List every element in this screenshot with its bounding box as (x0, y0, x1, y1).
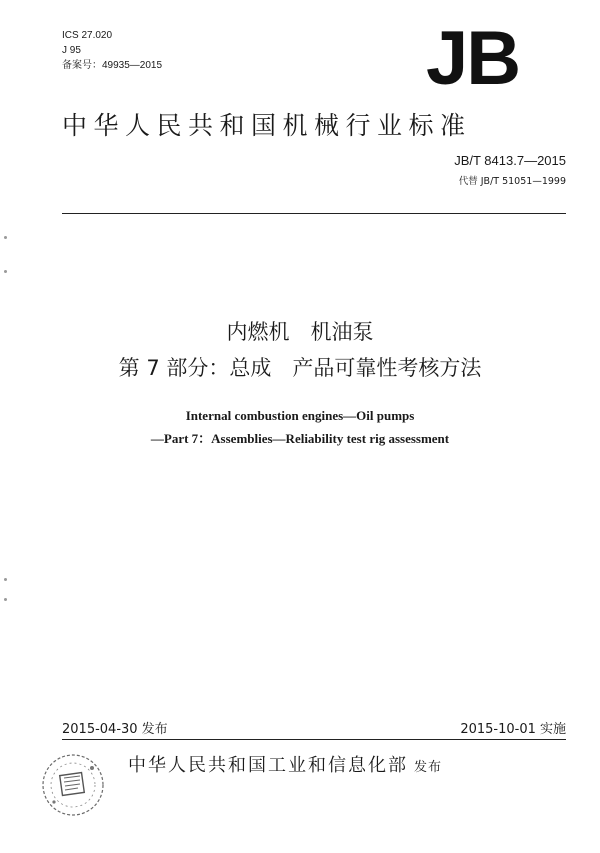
standard-number (454, 153, 566, 168)
jb-logo: JB (426, 16, 520, 101)
implementation-date: 2015-10-01 实施 (460, 722, 566, 737)
top-divider (62, 213, 566, 214)
ics-code: ICS 27.020 (62, 30, 113, 41)
bottom-divider (62, 739, 566, 740)
english-title-line1: Internal combustion engines—Oil pumps (185, 408, 415, 423)
scan-mark (4, 598, 7, 601)
chinese-title-line2: 第 7 部分：总成 产品可靠性考核方法 (118, 356, 482, 380)
record-number: 备案号：49935—2015 (62, 60, 163, 71)
replaces-standard: 代替 JB/T 51051—1999 (458, 176, 566, 187)
scan-mark (4, 236, 7, 239)
publisher-line (128, 751, 442, 777)
publisher-suffix: 发布 (414, 760, 443, 775)
english-title-line2: —Part 7：Assemblies—Reliability test rig assessment (150, 431, 450, 446)
standard-number-text: JB/T 8413.7—2015 (454, 153, 566, 168)
standard-category-title: 中华人民共和国机械行业标准 (62, 111, 472, 140)
standard-codes (62, 28, 162, 73)
publisher-name: 中华人民共和国工业和信息化部 (128, 755, 408, 776)
publisher-seal-icon (40, 752, 106, 818)
publish-date: 2015-04-30 发布 (62, 722, 168, 737)
ccs-code: J 95 (62, 45, 81, 56)
scan-mark (4, 270, 7, 273)
chinese-title-line1: 内燃机 机油泵 (226, 320, 374, 344)
scan-mark (4, 578, 7, 581)
